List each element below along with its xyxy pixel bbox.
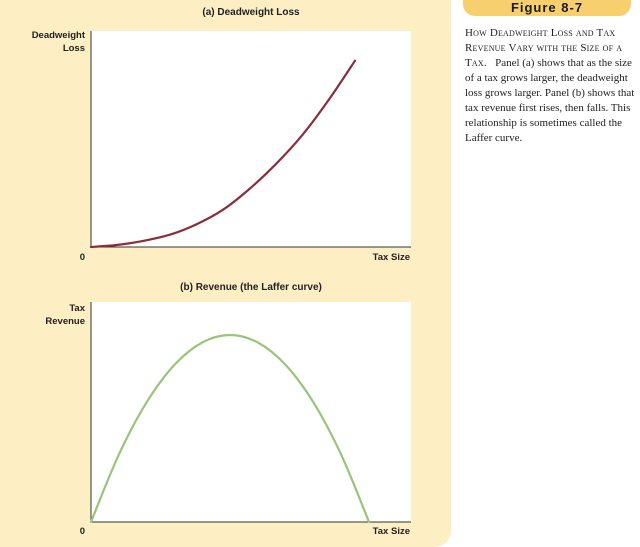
- chart-a-title: (a) Deadweight Loss: [202, 7, 300, 18]
- chart-b-origin-label: 0: [79, 526, 85, 537]
- chart-a-ylabel-line-2: Loss: [62, 43, 85, 54]
- chart-a-ylabel-line-1: Deadweight: [31, 30, 85, 41]
- chart-a-xlabel: Tax Size: [372, 252, 410, 263]
- deadweight-loss-curve: [91, 61, 355, 247]
- chart-laffer-curve: [45, 282, 411, 537]
- figure-number-badge: Figure 8-7: [463, 0, 631, 16]
- chart-deadweight-loss: [32, 7, 411, 263]
- chart-b-xlabel: Tax Size: [372, 526, 410, 537]
- laffer-revenue-curve: [91, 335, 369, 522]
- chart-b-title: (b) Revenue (the Laffer curve): [180, 282, 322, 293]
- figure-caption: [465, 26, 635, 146]
- caption-heading: How Deadweight Loss and Tax Revenue Vary with the Size of a Tax.: [465, 27, 623, 69]
- chart-a-origin-label: 0: [79, 252, 85, 263]
- chart-b-ylabel-line-2: Revenue: [45, 316, 85, 327]
- chart-b-ylabel-line-1: Tax: [69, 303, 85, 314]
- caption-body: Panel (a) shows that as the size of a tax grows larger, the deadweight loss grows larger. Panel (b) shows that tax revenue first rises, then falls. This relationship is sometimes called the Laffer curve.: [465, 57, 635, 144]
